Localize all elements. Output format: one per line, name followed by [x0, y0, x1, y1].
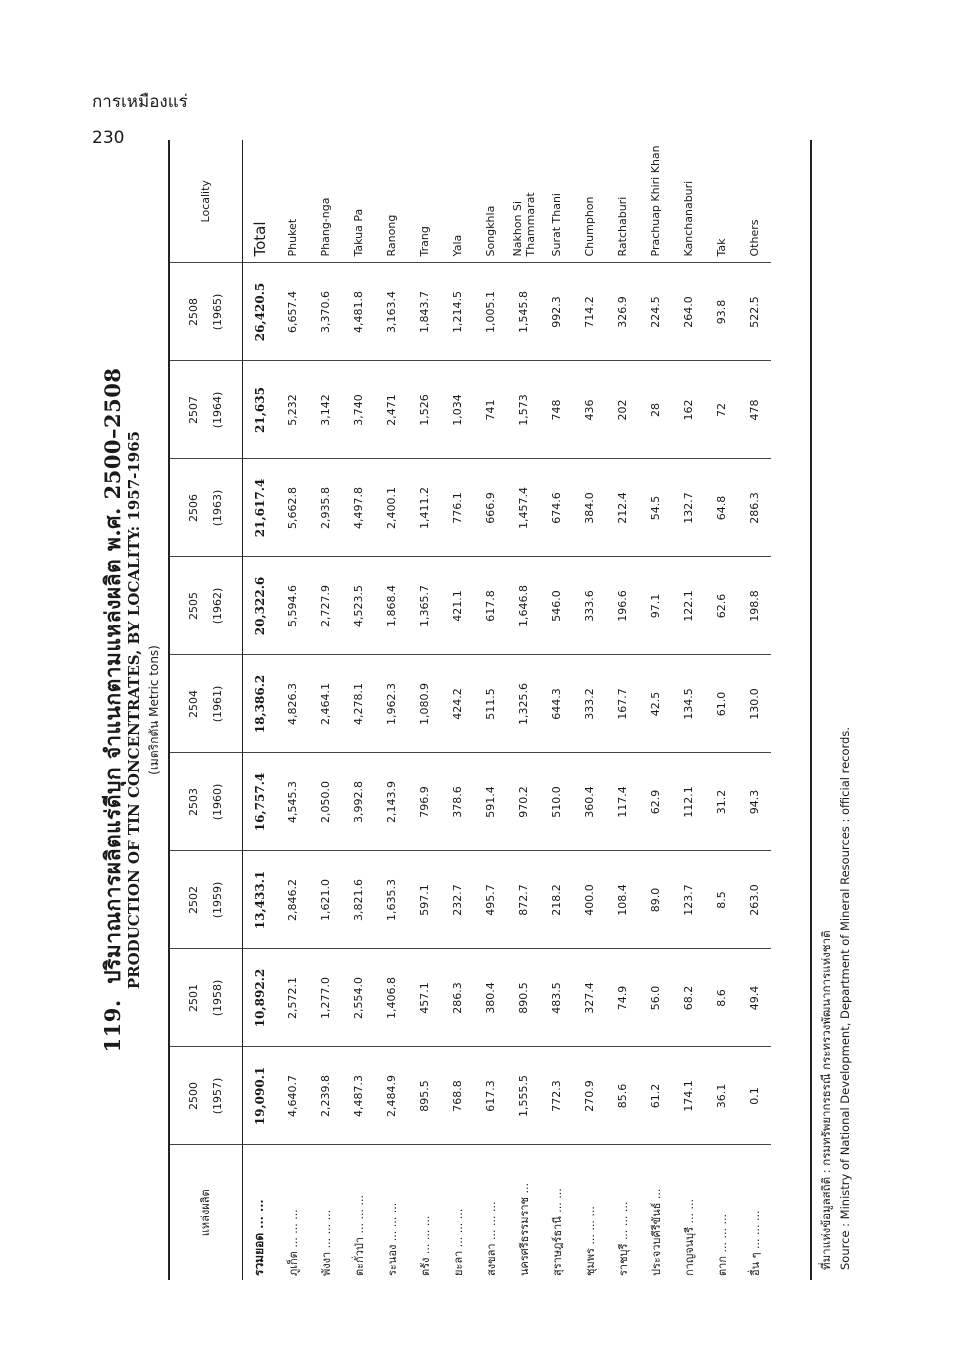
value-cell: 510.0: [540, 753, 573, 851]
value-cell: 10,892.2: [243, 949, 277, 1047]
locality-english-cell: Songkhla: [474, 140, 507, 263]
locality-english-cell: Tak: [705, 140, 738, 263]
value-cell: 117.4: [606, 753, 639, 851]
locality-english-cell: Takua Pa: [342, 140, 375, 263]
value-cell: 97.1: [639, 557, 672, 655]
value-cell: 741: [474, 361, 507, 459]
locality-english-cell: Trang: [408, 140, 441, 263]
value-cell: 3,142: [309, 361, 342, 459]
value-cell: 286.3: [738, 459, 771, 557]
value-cell: 617.3: [474, 1047, 507, 1145]
value-cell: 2,464.1: [309, 655, 342, 753]
value-cell: 1,457.4: [507, 459, 540, 557]
value-cell: 421.1: [441, 557, 474, 655]
value-cell: 61.2: [639, 1047, 672, 1145]
locality-thai-cell: สุราษฎร์ธานี ... ...: [550, 1188, 564, 1276]
value-cell: 16,757.4: [243, 753, 277, 851]
value-cell: 26,420.5: [243, 263, 277, 361]
value-cell: 42.5: [639, 655, 672, 753]
value-cell: 108.4: [606, 851, 639, 949]
value-cell: 8.5: [705, 851, 738, 949]
header-year: 2502 (1959): [170, 851, 243, 949]
table-row: [441, 140, 474, 1280]
value-cell: 122.1: [672, 557, 705, 655]
value-cell: 18,386.2: [243, 655, 277, 753]
source-thai: ที่มาแห่งข้อมูลสถิติ : กรมทรัพยากรธรณี กระทรวงพัฒนาการแห่งชาติ: [819, 930, 833, 1270]
value-cell: 436: [573, 361, 606, 459]
value-cell: 522.5: [738, 263, 771, 361]
value-cell: 20,322.6: [243, 557, 277, 655]
value-cell: 68.2: [672, 949, 705, 1047]
value-cell: 94.3: [738, 753, 771, 851]
value-cell: 36.1: [705, 1047, 738, 1145]
value-cell: 198.8: [738, 557, 771, 655]
value-cell: 130.0: [738, 655, 771, 753]
value-cell: 132.7: [672, 459, 705, 557]
value-cell: 1,868.4: [375, 557, 408, 655]
locality-english-cell: Ratchaburi: [606, 140, 639, 263]
locality-thai-cell: ยะลา ... ... ...: [451, 1208, 465, 1276]
value-cell: 4,640.7: [276, 1047, 309, 1145]
source-english: Source : Ministry of National Development, Department of Mineral Resources : official records.: [838, 727, 852, 1270]
value-cell: 123.7: [672, 851, 705, 949]
table-row: [573, 140, 606, 1280]
value-cell: 4,487.3: [342, 1047, 375, 1145]
value-cell: 264.0: [672, 263, 705, 361]
value-cell: 1,214.5: [441, 263, 474, 361]
locality-english-cell: Ranong: [375, 140, 408, 263]
value-cell: 85.6: [606, 1047, 639, 1145]
value-cell: 2,471: [375, 361, 408, 459]
value-cell: 5,662.8: [276, 459, 309, 557]
value-cell: 1,526: [408, 361, 441, 459]
value-cell: 174.1: [672, 1047, 705, 1145]
value-cell: 666.9: [474, 459, 507, 557]
value-cell: 134.5: [672, 655, 705, 753]
value-cell: 224.5: [639, 263, 672, 361]
value-cell: 384.0: [573, 459, 606, 557]
value-cell: 3,370.6: [309, 263, 342, 361]
value-cell: 2,239.8: [309, 1047, 342, 1145]
table-row: [672, 140, 705, 1280]
value-cell: 872.7: [507, 851, 540, 949]
value-cell: 1,406.8: [375, 949, 408, 1047]
section-header: การเหมืองแร่: [92, 92, 188, 112]
value-cell: 4,497.8: [342, 459, 375, 557]
value-cell: 0.1: [738, 1047, 771, 1145]
locality-thai-cell: ตาก ... ... ...: [715, 1214, 729, 1276]
value-cell: 597.1: [408, 851, 441, 949]
value-cell: 1,545.8: [507, 263, 540, 361]
title-english: PRODUCTION OF TIN CONCENTRATES, BY LOCALITY: 1957-1965: [125, 430, 143, 990]
value-cell: 64.8: [705, 459, 738, 557]
value-cell: 1,962.3: [375, 655, 408, 753]
value-cell: 3,821.6: [342, 851, 375, 949]
value-cell: 768.8: [441, 1047, 474, 1145]
value-cell: 796.9: [408, 753, 441, 851]
table-row: [276, 140, 309, 1280]
value-cell: 3,740: [342, 361, 375, 459]
value-cell: 1,635.3: [375, 851, 408, 949]
value-cell: 5,594.6: [276, 557, 309, 655]
value-cell: 1,080.9: [408, 655, 441, 753]
value-cell: 333.2: [573, 655, 606, 753]
unit-label: (เมตริกตัน Metric tons): [147, 645, 161, 775]
value-cell: 2,554.0: [342, 949, 375, 1047]
header-locality-thai: แหล่งผลิต: [170, 1145, 243, 1280]
value-cell: 992.3: [540, 263, 573, 361]
value-cell: 61.0: [705, 655, 738, 753]
value-cell: 1,621.0: [309, 851, 342, 949]
value-cell: 62.9: [639, 753, 672, 851]
value-cell: 4,481.8: [342, 263, 375, 361]
value-cell: 457.1: [408, 949, 441, 1047]
value-cell: 1,365.7: [408, 557, 441, 655]
value-cell: 54.5: [639, 459, 672, 557]
locality-thai-cell: พังงา ... ... ...: [319, 1209, 333, 1276]
value-cell: 196.6: [606, 557, 639, 655]
table-row: [705, 140, 738, 1280]
value-cell: 772.3: [540, 1047, 573, 1145]
value-cell: 3,163.4: [375, 263, 408, 361]
value-cell: 3,992.8: [342, 753, 375, 851]
value-cell: 28: [639, 361, 672, 459]
table-row: [408, 140, 441, 1280]
value-cell: 2,400.1: [375, 459, 408, 557]
table-row: [639, 140, 672, 1280]
value-cell: 4,545.3: [276, 753, 309, 851]
locality-english-cell: Others: [738, 140, 771, 263]
value-cell: 478: [738, 361, 771, 459]
header-year: 2503 (1960): [170, 753, 243, 851]
value-cell: 495.7: [474, 851, 507, 949]
locality-english-cell: Chumphon: [573, 140, 606, 263]
value-cell: 895.5: [408, 1047, 441, 1145]
value-cell: 644.3: [540, 655, 573, 753]
locality-thai-cell: นครศรีธรรมราช ...: [517, 1183, 531, 1276]
header-year: 2504 (1961): [170, 655, 243, 753]
value-cell: 333.6: [573, 557, 606, 655]
value-cell: 1,325.6: [507, 655, 540, 753]
locality-thai-cell: ระนอง ... ... ...: [385, 1202, 399, 1276]
value-cell: 617.8: [474, 557, 507, 655]
value-cell: 2,935.8: [309, 459, 342, 557]
value-cell: 263.0: [738, 851, 771, 949]
locality-english-cell: Prachuap Khiri Khan: [639, 140, 672, 263]
table-row: [738, 140, 771, 1280]
table-row: [375, 140, 408, 1280]
value-cell: 776.1: [441, 459, 474, 557]
value-cell: 49.4: [738, 949, 771, 1047]
title-thai: ปริมาณการผลิตแร่ดีบุก จำแนกตามแหล่งผลิต พ.ศ. 2500–2508: [100, 367, 125, 984]
value-cell: 2,846.2: [276, 851, 309, 949]
value-cell: 2,050.0: [309, 753, 342, 851]
value-cell: 748: [540, 361, 573, 459]
table-header-row: [170, 140, 243, 1280]
table-row: [342, 140, 375, 1280]
value-cell: 21,635: [243, 361, 277, 459]
value-cell: 714.2: [573, 263, 606, 361]
table-number: 119.: [100, 999, 125, 1053]
value-cell: 970.2: [507, 753, 540, 851]
value-cell: 112.1: [672, 753, 705, 851]
value-cell: 511.5: [474, 655, 507, 753]
locality-thai-cell: สงขลา ... ... ...: [484, 1201, 498, 1276]
value-cell: 8.6: [705, 949, 738, 1047]
value-cell: 62.6: [705, 557, 738, 655]
table-row: [474, 140, 507, 1280]
value-cell: 2,727.9: [309, 557, 342, 655]
value-cell: 31.2: [705, 753, 738, 851]
table-body: [243, 140, 772, 1280]
header-year: 2505 (1962): [170, 557, 243, 655]
header-year: 2501 (1958): [170, 949, 243, 1047]
value-cell: 424.2: [441, 655, 474, 753]
header-year: 2507 (1964): [170, 361, 243, 459]
locality-thai-cell: อื่น ๆ ... ... ...: [748, 1210, 762, 1276]
locality-english-cell: Phang-nga: [309, 140, 342, 263]
value-cell: 1,005.1: [474, 263, 507, 361]
value-cell: 270.9: [573, 1047, 606, 1145]
locality-thai-cell: กาญจนบุรี ... ...: [682, 1198, 696, 1276]
table-row-total: [243, 140, 277, 1280]
value-cell: 380.4: [474, 949, 507, 1047]
value-cell: 2,572.1: [276, 949, 309, 1047]
value-cell: 232.7: [441, 851, 474, 949]
value-cell: 218.2: [540, 851, 573, 949]
locality-english-cell: Nakhon Si Thammarat: [507, 140, 540, 263]
locality-thai-cell: ตรัง ... ... ...: [418, 1215, 432, 1276]
value-cell: 1,555.5: [507, 1047, 540, 1145]
value-cell: 162: [672, 361, 705, 459]
value-cell: 546.0: [540, 557, 573, 655]
table-row: [540, 140, 573, 1280]
value-cell: 1,411.2: [408, 459, 441, 557]
value-cell: 890.5: [507, 949, 540, 1047]
value-cell: 378.6: [441, 753, 474, 851]
value-cell: 1,034: [441, 361, 474, 459]
page-number: 230: [92, 128, 125, 148]
data-table-container: [168, 140, 812, 1280]
value-cell: 13,433.1: [243, 851, 277, 949]
value-cell: 4,523.5: [342, 557, 375, 655]
value-cell: 1,573: [507, 361, 540, 459]
value-cell: 6,657.4: [276, 263, 309, 361]
header-year: 2506 (1963): [170, 459, 243, 557]
value-cell: 202: [606, 361, 639, 459]
value-cell: 591.4: [474, 753, 507, 851]
locality-thai-cell: ประจวบคีรีขันธ์ ...: [649, 1188, 663, 1276]
table-row: [309, 140, 342, 1280]
locality-english-cell: Kanchanaburi: [672, 140, 705, 263]
value-cell: 56.0: [639, 949, 672, 1047]
value-cell: 93.8: [705, 263, 738, 361]
value-cell: 286.3: [441, 949, 474, 1047]
value-cell: 483.5: [540, 949, 573, 1047]
value-cell: 327.4: [573, 949, 606, 1047]
header-year: 2500 (1957): [170, 1047, 243, 1145]
locality-thai-cell: รวมยอด ... ...: [252, 1199, 266, 1276]
production-table: [170, 140, 771, 1280]
value-cell: 212.4: [606, 459, 639, 557]
value-cell: 360.4: [573, 753, 606, 851]
value-cell: 167.7: [606, 655, 639, 753]
locality-thai-cell: ตะกั่วป่า ... ... ...: [352, 1194, 366, 1276]
locality-thai-cell: ราชบุรี ... ... ...: [616, 1201, 630, 1276]
value-cell: 2,143.9: [375, 753, 408, 851]
value-cell: 4,278.1: [342, 655, 375, 753]
value-cell: 19,090.1: [243, 1047, 277, 1145]
value-cell: 2,484.9: [375, 1047, 408, 1145]
table-row: [606, 140, 639, 1280]
value-cell: 674.6: [540, 459, 573, 557]
value-cell: 21,617.4: [243, 459, 277, 557]
locality-english-cell: Surat Thani: [540, 140, 573, 263]
value-cell: 1,646.8: [507, 557, 540, 655]
value-cell: 89.0: [639, 851, 672, 949]
locality-thai-cell: ภูเก็ต ... ... ...: [286, 1209, 300, 1276]
locality-english-cell: Yala: [441, 140, 474, 263]
locality-english-cell: Phuket: [276, 140, 309, 263]
value-cell: 400.0: [573, 851, 606, 949]
value-cell: 72: [705, 361, 738, 459]
locality-english-cell: Total: [243, 140, 277, 263]
table-row: [507, 140, 540, 1280]
value-cell: 326.9: [606, 263, 639, 361]
locality-thai-cell: ชุมพร ... ... ...: [583, 1206, 597, 1276]
value-cell: 1,277.0: [309, 949, 342, 1047]
value-cell: 1,843.7: [408, 263, 441, 361]
header-locality-english: Locality: [170, 140, 243, 263]
value-cell: 74.9: [606, 949, 639, 1047]
value-cell: 5,232: [276, 361, 309, 459]
value-cell: 4,826.3: [276, 655, 309, 753]
rotated-table-block: [63, 120, 863, 1300]
header-year: 2508 (1965): [170, 263, 243, 361]
